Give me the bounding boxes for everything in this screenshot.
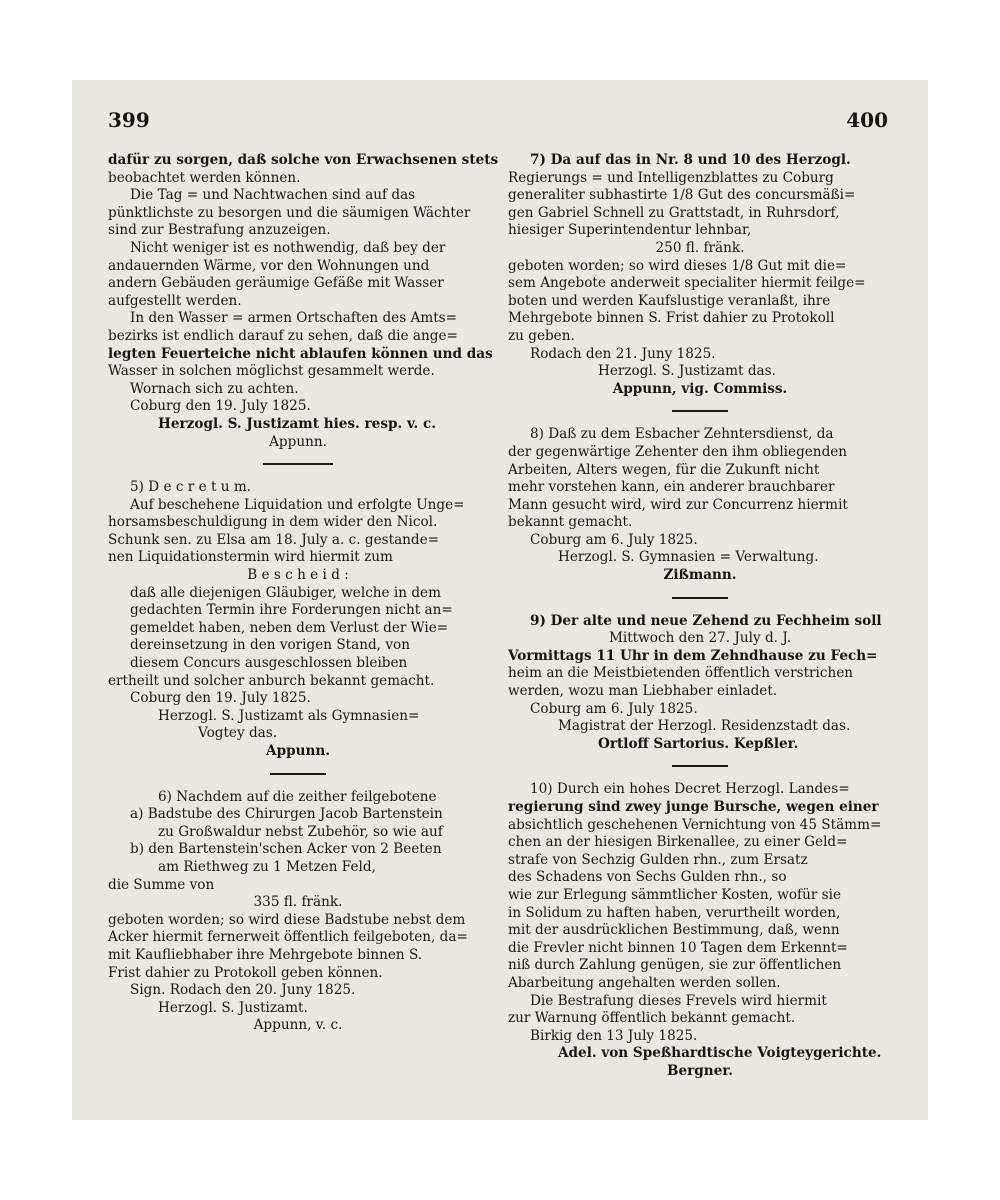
text-line: hiesiger Superintendentur lehnbar,	[508, 222, 752, 239]
text-line: geboten worden; so wird diese Badstube nebst dem	[108, 911, 466, 928]
text-line: Schunk sen. zu Elsa am 18. July a. c. gestande=	[108, 531, 440, 548]
text-line: Vormittags 11 Uhr in dem Zehndhause zu Fech=	[508, 647, 878, 664]
text-line: geboten worden; so wird dieses 1/8 Gut mit die=	[508, 257, 847, 274]
text-line: der gegenwärtige Zehenter den ihm obliegenden	[508, 443, 848, 460]
text-line: Coburg am 6. July 1825.	[530, 531, 698, 548]
text-line: In den Wasser = armen Ortschaften des Amts=	[130, 310, 458, 327]
text-line: dafür zu sorgen, daß solche von Erwachsenen stets	[108, 152, 499, 168]
text-line: Wasser in solchen möglichst gesammelt werde.	[108, 363, 435, 380]
text-line: 8) Daß zu dem Esbacher Zehntersdienst, da	[530, 426, 834, 443]
text-line: 6) Nachdem auf die zeither feilgebotene	[158, 788, 437, 805]
text-line: pünktlichste zu besorgen und die säumigen Wächter	[108, 204, 471, 221]
text-line: Regierungs = und Intelligenzblattes zu Coburg	[508, 169, 834, 186]
text-line: werden, wozu man Liebhaber einladet.	[508, 683, 778, 700]
text-line: regierung sind zwey junge Bursche, wegen einer	[508, 799, 879, 815]
text-line: wie zur Erlegung sämmtlicher Kosten, wofür sie	[508, 886, 842, 903]
text-line: gedachten Termin ihre Forderungen nicht an=	[130, 602, 453, 619]
text-line: niß durch Zahlung genügen, sie zur öffentlichen	[508, 957, 842, 974]
text-line: 9) Der alte und neue Zehend zu Fechheim soll	[530, 612, 882, 629]
text-line: generaliter subhastirte 1/8 Gut des concursmäßi=	[508, 187, 856, 204]
text-line: Mann gesucht wird, wird zur Concurrenz hiermit	[508, 496, 848, 513]
text-line: Die Bestrafung dieses Frevels wird hiermit	[530, 992, 827, 1009]
text-line: ertheilt und solcher anburch bekannt gemacht.	[108, 672, 435, 689]
text-line: mit der ausdrücklichen Bestimmung, daß, wenn	[508, 922, 840, 939]
text-line: zur Warnung öffentlich bekannt gemacht.	[508, 1010, 796, 1027]
text-line: Ortloff Sartorius. Kepßler.	[598, 735, 799, 752]
text-line: Adel. von Speßhardtische Voigteygerichte.	[558, 1045, 882, 1062]
text-line: nen Liquidationstermin wird hiermit zum	[108, 549, 393, 566]
text-line: 5) D e c r e t u m.	[130, 479, 252, 496]
text-line: legten Feuerteiche nicht ablaufen können und das	[108, 345, 493, 362]
text-line: 10) Durch ein hohes Decret Herzogl. Landes=	[530, 781, 850, 798]
text-line: Herzogl. S. Justizamt hies. resp. v. c.	[158, 415, 436, 432]
text-line: sind zur Bestrafung anzuzeigen.	[108, 222, 331, 239]
text-line: beobachtet werden können.	[108, 169, 301, 186]
section-divider	[263, 463, 333, 465]
text-line: die Frevler nicht binnen 10 Tagen dem Erkennt=	[508, 939, 848, 956]
scanned-page	[72, 80, 928, 1120]
text-line: diesem Concurs ausgeschlossen bleiben	[130, 655, 408, 672]
text-line: zu geben.	[508, 327, 575, 344]
text-line: mehr vorstehen kann, ein anderer brauchbarer	[508, 479, 835, 496]
text-line: Wornach sich zu achten.	[130, 380, 299, 397]
text-line: Vogtey das.	[198, 725, 278, 742]
text-line: mit Kaufliebhaber ihre Mehrgebote binnen S.	[108, 946, 423, 963]
text-line: chen an der hiesigen Birkenallee, zu einer Geld=	[508, 834, 848, 851]
text-line: b) den Bartenstein'schen Acker von 2 Beeten	[130, 841, 442, 858]
text-line: bekannt gemacht.	[508, 514, 633, 531]
text-line: Arbeiten, Alters wegen, für die Zukunft nicht	[508, 461, 820, 478]
text-line: Bergner.	[667, 1062, 733, 1079]
text-line: 250 fl. fränk.	[655, 239, 745, 256]
text-line: gemeldet haben, neben dem Verlust der Wie=	[130, 619, 449, 636]
text-line: B e s c h e i d :	[247, 567, 349, 584]
page-number-left: 399	[108, 108, 150, 132]
right-column	[508, 152, 892, 1081]
text-line: 7) Da auf das in Nr. 8 und 10 des Herzogl.	[530, 152, 851, 168]
text-line: gen Gabriel Schnell zu Grattstadt, in Ruhrsdorf,	[508, 204, 840, 221]
text-line: Herzogl. S. Justizamt als Gymnasien=	[158, 707, 420, 724]
text-line: daß alle diejenigen Gläubiger, welche in dem	[130, 584, 441, 601]
text-line: Appunn.	[266, 743, 330, 759]
text-line: Rodach den 21. Juny 1825.	[530, 345, 716, 362]
text-line: Birkig den 13 July 1825.	[530, 1027, 698, 1044]
text-line: Appunn.	[269, 433, 327, 450]
text-line: Appunn, v. c.	[253, 1017, 343, 1034]
text-line: Mehrgebote binnen S. Frist dahier zu Protokoll	[508, 310, 835, 327]
text-line: Herzogl. S. Justizamt.	[158, 999, 308, 1016]
text-line: heim an die Meistbietenden öffentlich verstrichen	[508, 665, 854, 682]
text-line: des Schadens von Sechs Gulden rhn., so	[508, 869, 787, 886]
text-line: Nicht weniger ist es nothwendig, daß bey der	[130, 239, 446, 256]
text-line: Die Tag = und Nachtwachen sind auf das	[130, 187, 416, 204]
text-line: sem Angebote anderweit specialiter hiermit feilge=	[508, 275, 866, 292]
text-line: Coburg am 6. July 1825.	[530, 700, 698, 717]
section-divider	[672, 597, 728, 599]
text-line: die Summe von	[108, 876, 215, 893]
section-divider	[270, 773, 326, 775]
left-column	[108, 152, 499, 1035]
text-line: a) Badstube des Chirurgen Jacob Bartenstein	[130, 806, 443, 823]
text-line: Coburg den 19. July 1825.	[130, 690, 311, 707]
text-line: Herzogl. S. Justizamt das.	[598, 363, 776, 380]
text-line: dereinsetzung in den vorigen Stand, von	[130, 637, 410, 654]
text-line: strafe von Sechzig Gulden rhn., zum Ersatz	[508, 851, 808, 868]
text-line: bezirks ist endlich darauf zu sehen, daß die ange=	[108, 327, 458, 344]
text-line: Sign. Rodach den 20. Juny 1825.	[130, 982, 356, 999]
text-line: andauernden Wärme, vor den Wohnungen und	[108, 257, 430, 274]
text-line: Coburg den 19. July 1825.	[130, 398, 311, 415]
text-line: Zißmann.	[663, 567, 737, 584]
text-line: boten und werden Kaufslustige veranlaßt, ihre	[508, 292, 831, 309]
text-line: Herzogl. S. Gymnasien = Verwaltung.	[558, 549, 819, 566]
text-line: Abarbeitung angehalten werden sollen.	[508, 974, 781, 991]
page-number-right: 400	[846, 108, 888, 132]
text-line: Auf beschehene Liquidation und erfolgte Unge=	[130, 496, 465, 513]
text-line: Magistrat der Herzogl. Residenzstadt das.	[558, 718, 851, 735]
text-line: zu Großwaldur nebst Zubehör, so wie auf	[158, 823, 443, 840]
text-line: am Riethweg zu 1 Metzen Feld,	[158, 858, 376, 875]
section-divider	[672, 410, 728, 412]
text-line: 335 fl. fränk.	[253, 894, 343, 911]
text-line: andern Gebäuden geräumige Gefäße mit Wasser	[108, 275, 444, 292]
text-line: aufgestellt werden.	[108, 292, 242, 309]
text-line: in Solidum zu haften haben, verurtheilt worden,	[508, 904, 841, 921]
text-line: absichtlich geschehenen Vernichtung von 45 Stämm=	[508, 816, 882, 833]
section-divider	[672, 765, 728, 767]
text-line: Appunn, vig. Commiss.	[612, 380, 788, 397]
text-line: Mittwoch den 27. July d. J.	[608, 630, 792, 647]
text-line: Frist dahier zu Protokoll geben können.	[108, 964, 383, 981]
text-line: Acker hiermit fernerweit öffentlich feilgeboten, da=	[108, 929, 468, 946]
text-line: horsamsbeschuldigung in dem wider den Nicol.	[108, 514, 438, 531]
